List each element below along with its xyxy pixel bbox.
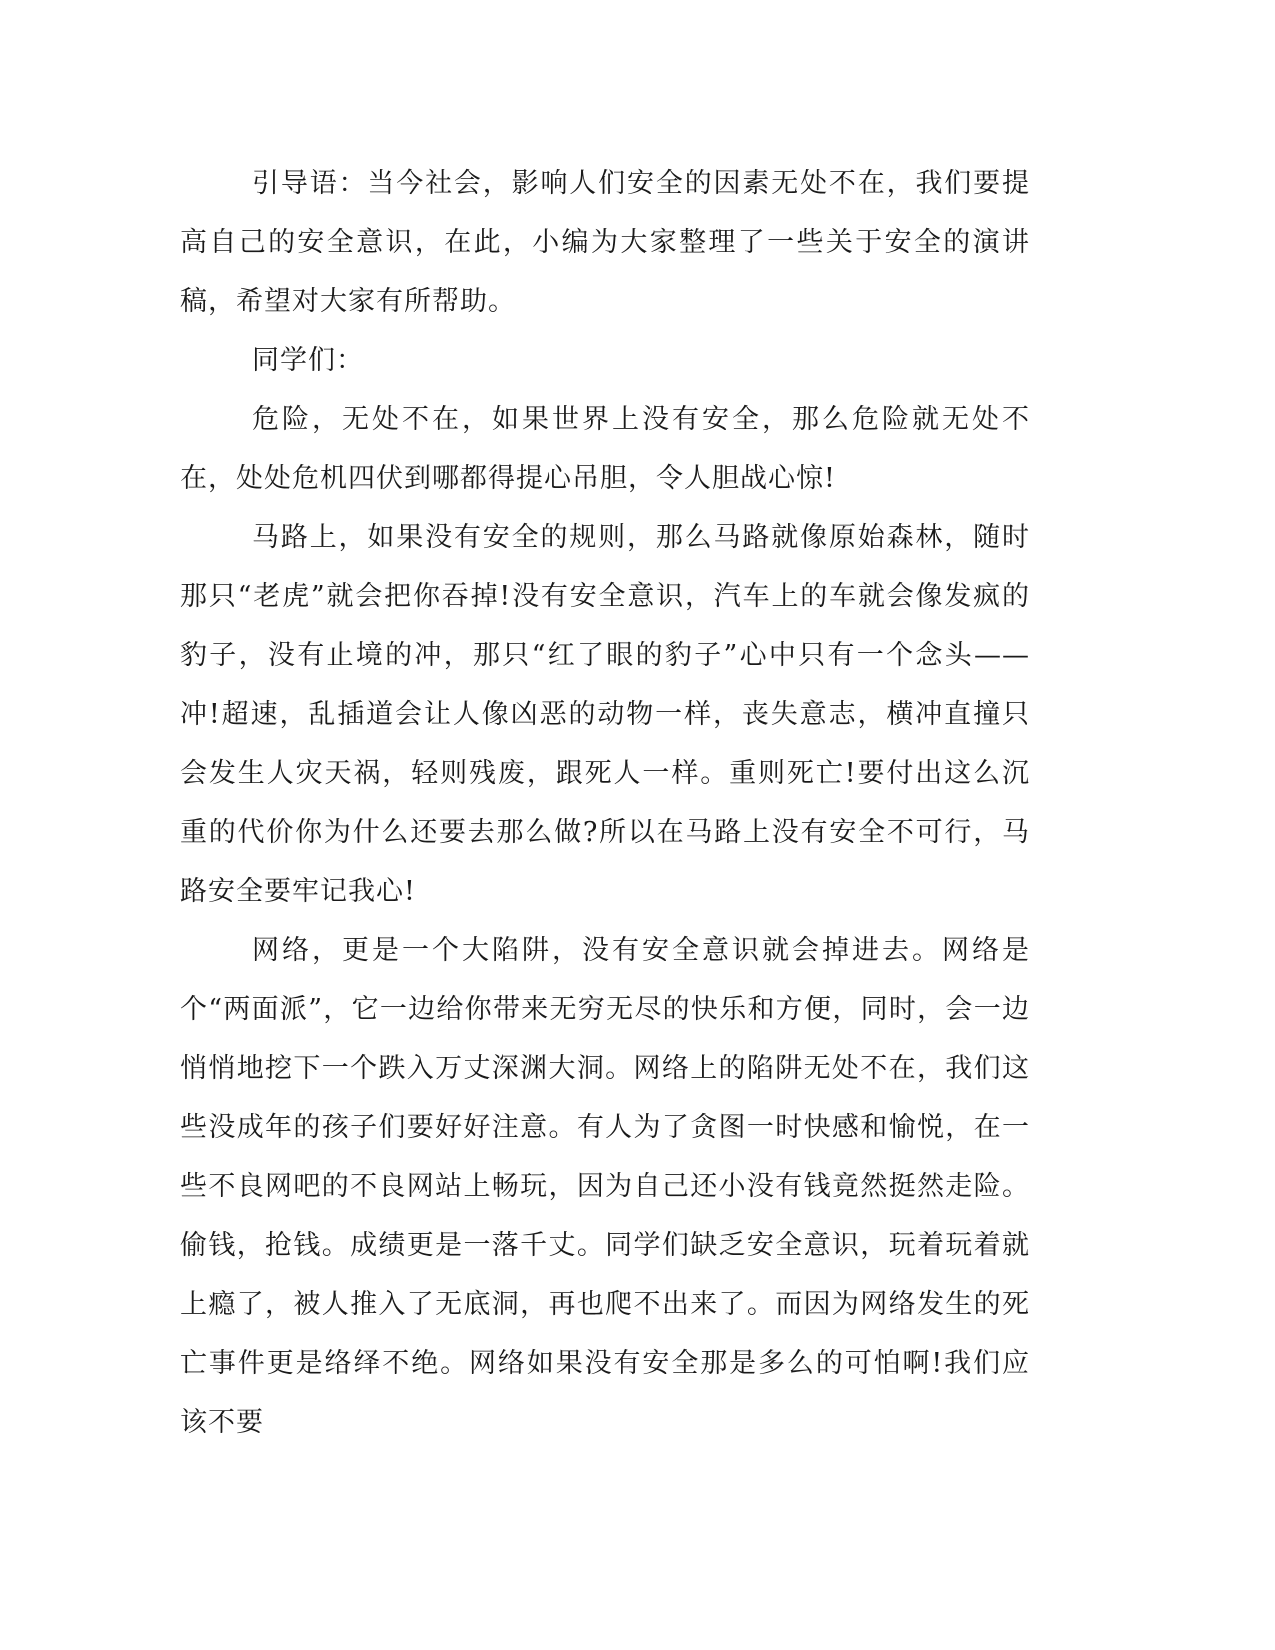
document-body bbox=[180, 154, 1030, 1452]
paragraph-road-safety: 马路上，如果没有安全的规则，那么马路就像原始森林，随时那只“老虎”就会把你吞掉!没有安全意识，汽车上的车就会像发疯的豹子，没有止境的冲，那只“红了眼的豹子”心中只有一个念头——冲!超速，乱插道会让人像凶恶的动物一样，丧失意志，横冲直撞只会发生人灾天祸，轻则残废，跟死人一样。重则死亡!要付出这么沉重的代价你为什么还要去那么做?所以在马路上没有安全不可行，马路安全要牢记我心! bbox=[180, 522, 1030, 907]
paragraph-danger: 危险，无处不在，如果世界上没有安全，那么危险就无处不在，处处危机四伏到哪都得提心吊胆，令人胆战心惊! bbox=[180, 404, 1030, 494]
paragraph-intro: 引导语：当今社会，影响人们安全的因素无处不在，我们要提高自己的安全意识，在此，小编为大家整理了一些关于安全的演讲稿，希望对大家有所帮助。 bbox=[180, 168, 1030, 317]
paragraph-network-safety: 网络，更是一个大陷阱，没有安全意识就会掉进去。网络是个“两面派”，它一边给你带来无穷无尽的快乐和方便，同时，会一边悄悄地挖下一个跌入万丈深渊大洞。网络上的陷阱无处不在，我们这些没成年的孩子们要好好注意。有人为了贪图一时快感和愉悦，在一些不良网吧的不良网站上畅玩，因为自己还小没有钱竟然挺然走险。偷钱，抢钱。成绩更是一落千丈。同学们缺乏安全意识，玩着玩着就上瘾了，被人推入了无底洞，再也爬不出来了。而因为网络发生的死亡事件更是络绎不绝。网络如果没有安全那是多么的可怕啊!我们应该不要 bbox=[180, 935, 1030, 1438]
paragraph-greeting: 同学们： bbox=[252, 345, 364, 376]
